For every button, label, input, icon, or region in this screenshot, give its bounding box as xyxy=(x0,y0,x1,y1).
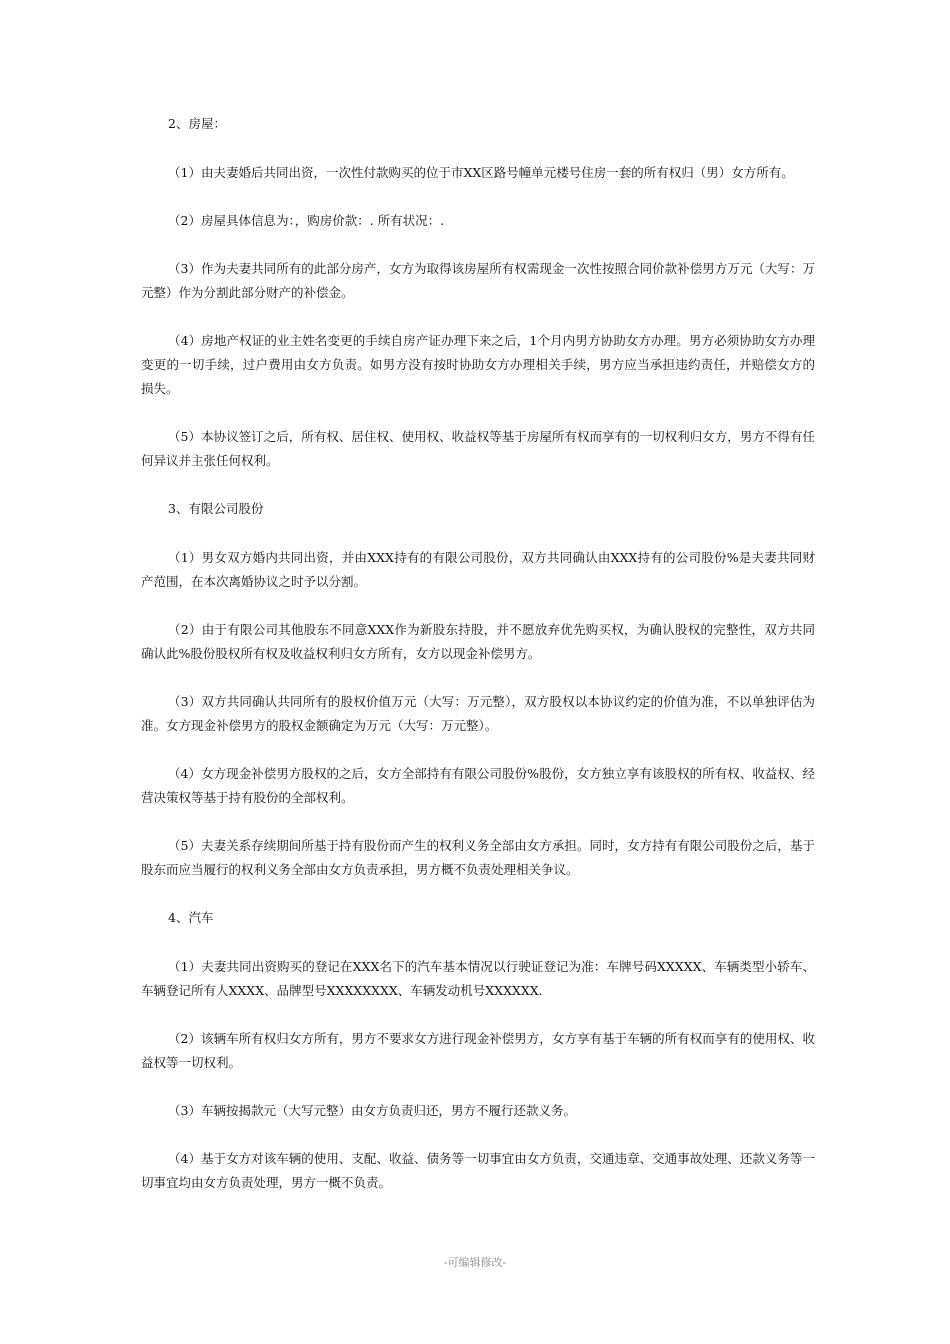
document-body xyxy=(141,112,815,1219)
shares-clause-4: （4）女方现金补偿男方股权的之后，女方全部持有有限公司股份%股份，女方独立享有该股权的所有权、收益权、经营决策权等基于持有股份的全部权利。 xyxy=(141,766,815,805)
section-heading-car: 4、汽车 xyxy=(168,910,214,925)
section-heading-house: 2、房屋： xyxy=(168,116,226,131)
shares-clause-1: （1）男女双方婚内共同出资，并由XXX持有的有限公司股份，双方共同确认由XXX持有的公司股份%是夫妻共同财产范围，在本次离婚协议之时予以分割。 xyxy=(141,550,815,589)
section-heading-shares: 3、有限公司股份 xyxy=(168,501,264,516)
house-clause-4: （4）房地产权证的业主姓名变更的手续自房产证办理下来之后，1个月内男方协助女方办理。男方必须协助女方办理变更的一切手续，过户费用由女方负责。如男方没有按时协助女方办理相关手续，男方应当承担违约责任，并赔偿女方的损失。 xyxy=(141,333,815,396)
house-clause-5: （5）本协议签订之后，所有权、居住权、使用权、收益权等基于房屋所有权而享有的一切权利归女方，男方不得有任何异议并主张任何权利。 xyxy=(141,429,815,468)
car-clause-2: （2）该辆车所有权归女方所有，男方不要求女方进行现金补偿男方，女方享有基于车辆的所有权而享有的使用权、收益权等一切权利。 xyxy=(141,1031,815,1070)
page-footer: -可编辑修改- xyxy=(443,1256,507,1269)
house-clause-1: （1）由夫妻婚后共同出资，一次性付款购买的位于市XX区路号幢单元楼号住房一套的所有权归（男）女方所有。 xyxy=(168,165,794,180)
house-clause-3: （3）作为夫妻共同所有的此部分房产，女方为取得该房屋所有权需现金一次性按照合同价款补偿男方万元（大写：万元整）作为分割此部分财产的补偿金。 xyxy=(141,261,815,300)
car-clause-1: （1）夫妻共同出资购买的登记在XXX名下的汽车基本情况以行驶证登记为准：车牌号码XXXXX、车辆类型小轿车、车辆登记所有人XXXX、品牌型号XXXXXXXX、车辆发动机号XXXXXX. xyxy=(141,959,815,998)
car-clause-3: （3）车辆按揭款元（大写元整）由女方负责归还，男方不履行还款义务。 xyxy=(168,1103,576,1118)
shares-clause-2: （2）由于有限公司其他股东不同意XXX作为新股东持股，并不愿放弃优先购买权，为确认股权的完整性，双方共同确认此%股份股权所有权及收益权利归女方所有，女方以现金补偿男方。 xyxy=(141,622,815,661)
shares-clause-3: （3）双方共同确认共同所有的股权价值万元（大写：万元整），双方股权以本协议约定的价值为准，不以单独评估为准。女方现金补偿男方的股权金额确定为万元（大写：万元整）。 xyxy=(141,694,815,733)
house-clause-2: （2）房屋具体信息为：，购房价款：. 所有状况：. xyxy=(168,213,445,228)
car-clause-4: （4）基于女方对该车辆的使用、支配、收益、债务等一切事宜由女方负责，交通违章、交通事故处理、还款义务等一切事宜均由女方负责处理，男方一概不负责。 xyxy=(141,1151,815,1190)
shares-clause-5: （5）夫妻关系存续期间所基于持有股份而产生的权利义务全部由女方承担。同时，女方持有有限公司股份之后，基于股东而应当履行的权利义务全部由女方负责承担，男方概不负责处理相关争议。 xyxy=(141,838,815,877)
